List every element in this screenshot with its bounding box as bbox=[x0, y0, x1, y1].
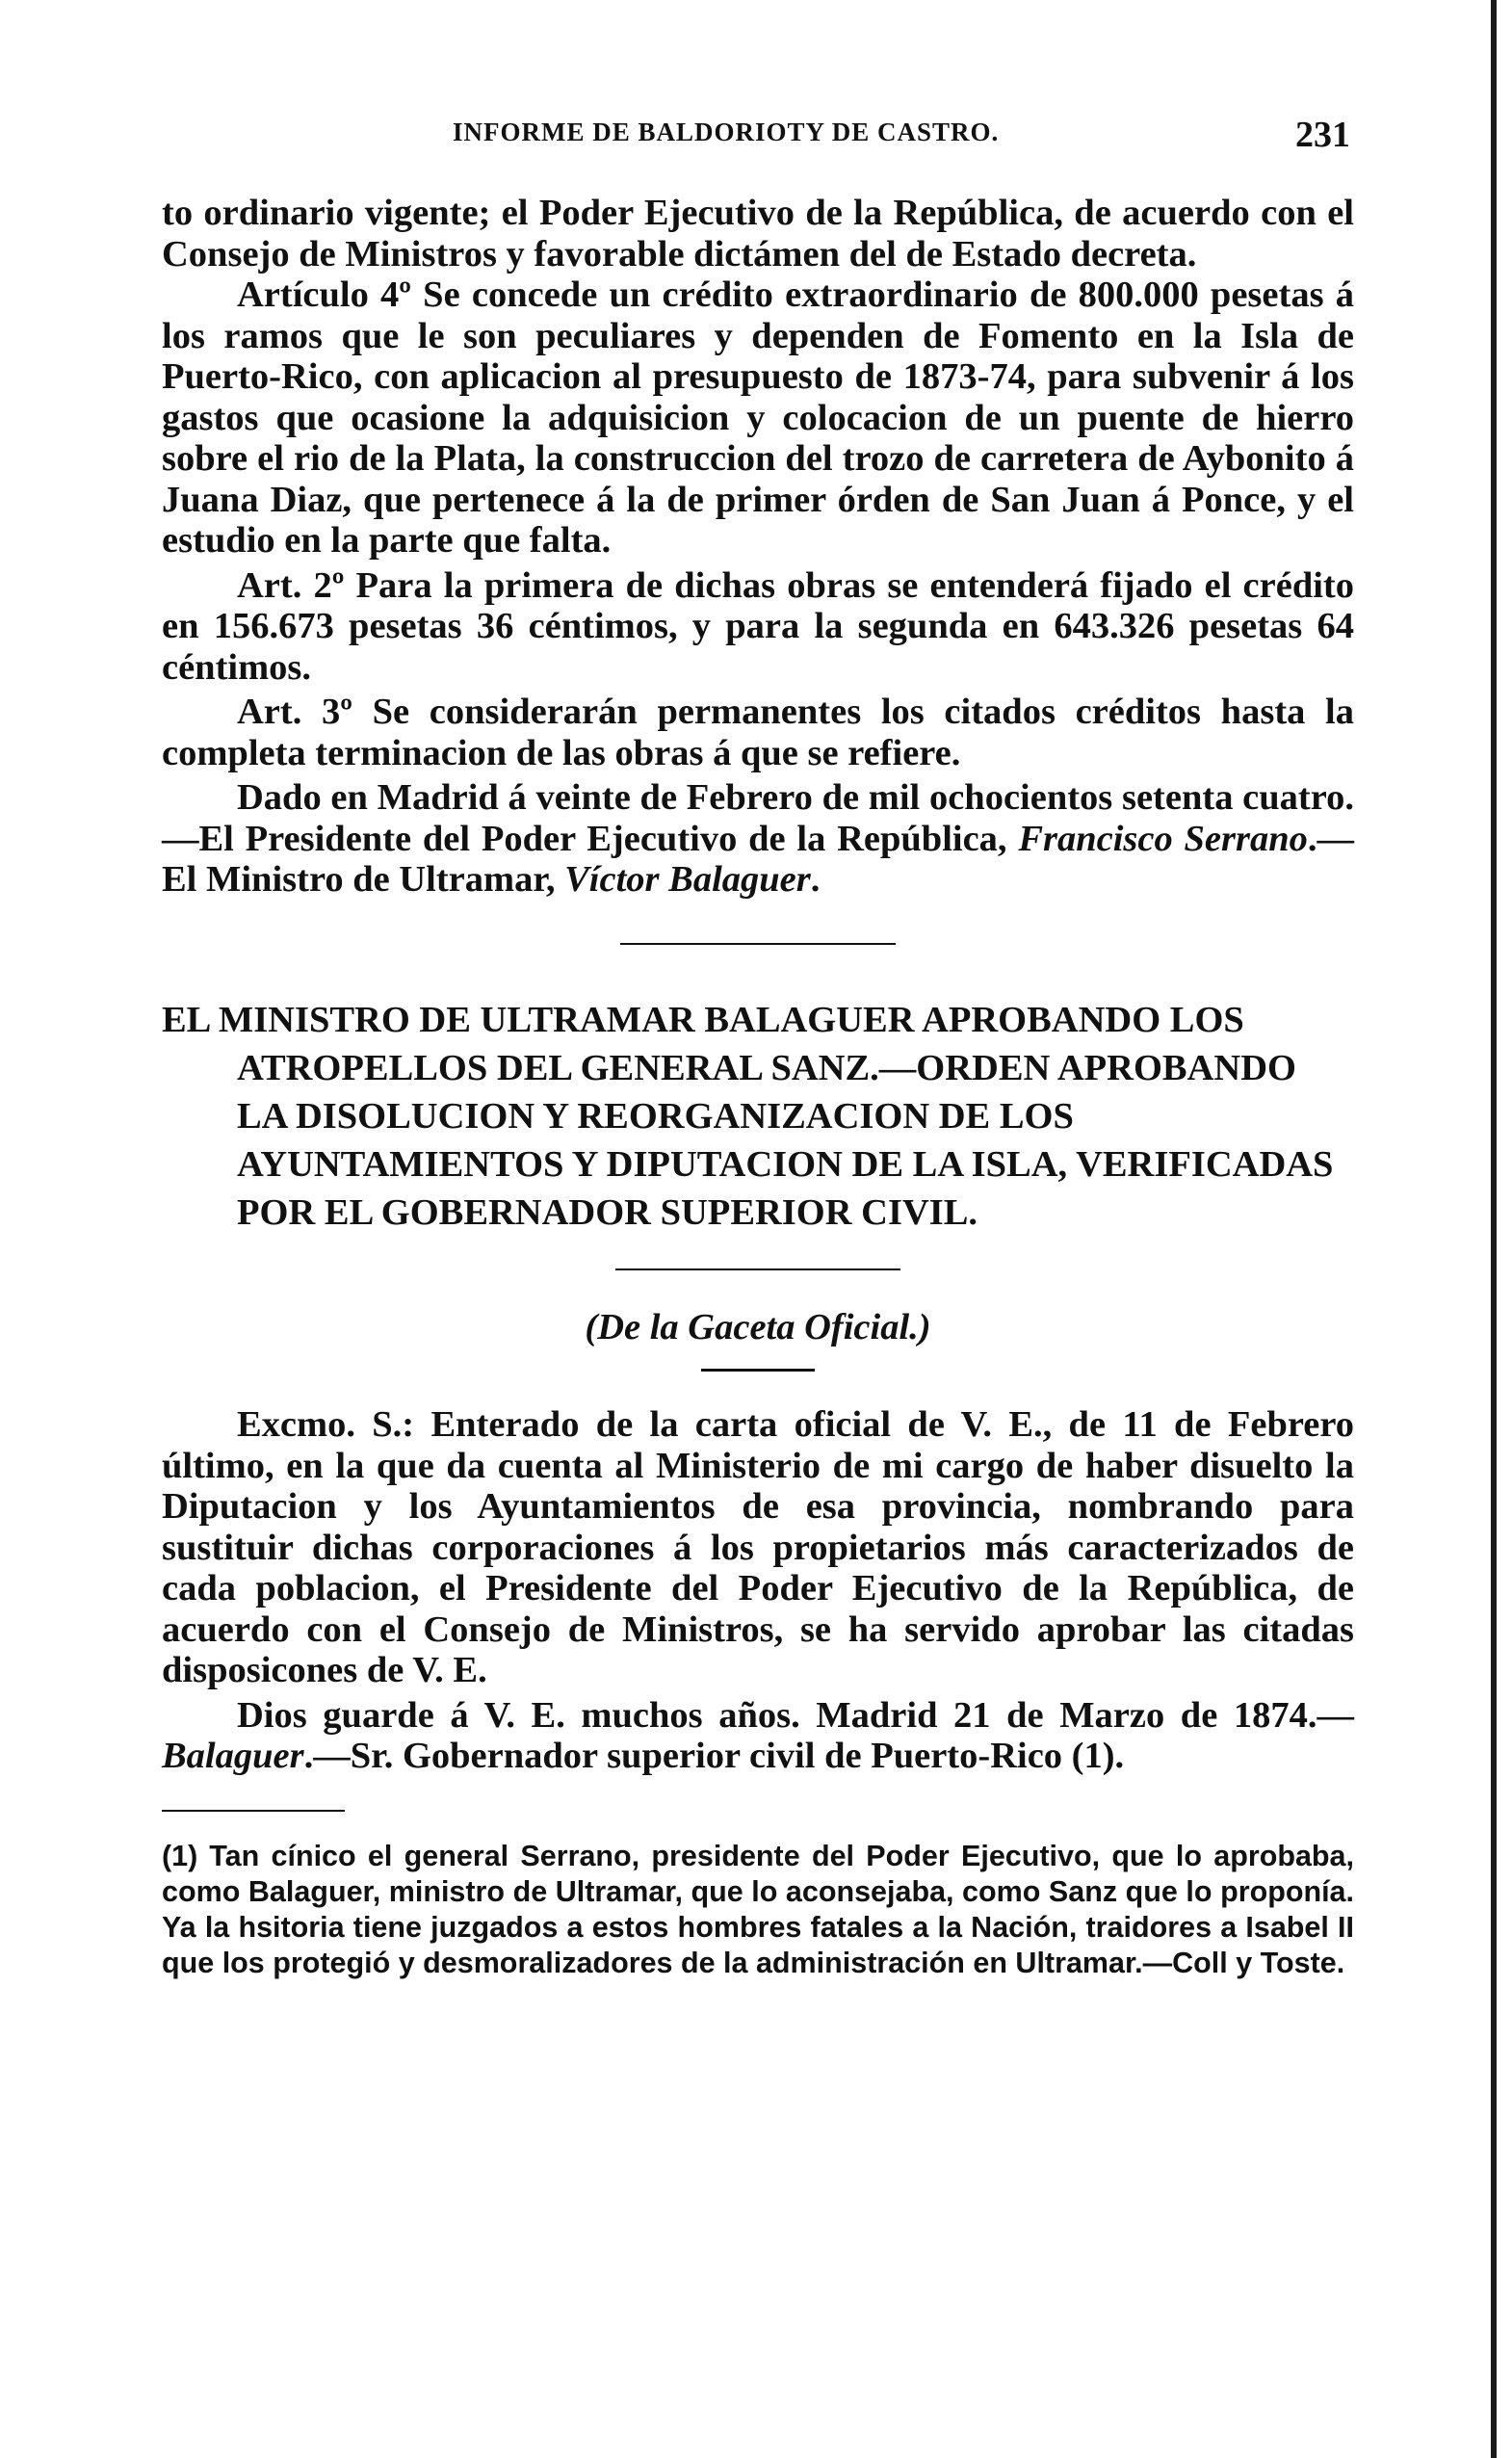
signatory-balaguer: Víctor Balaguer bbox=[564, 859, 811, 900]
section-heading: EL MINISTRO DE ULTRAMAR BALAGUER APROBANDO LOS ATROPELLOS DEL GENERAL SANZ.—ORDEN APROBANDO LA DISOLUCION Y REORGANIZACION DE LOS AYUNTAMIENTOS Y DIPUTACION DE LA ISLA, VERIFICADAS POR EL GOBERNADOR SUPERIOR CIVIL. bbox=[162, 999, 1334, 1233]
footnote bbox=[162, 1839, 1354, 1981]
order-signatory: Balaguer bbox=[162, 1736, 304, 1776]
page-edge-rule bbox=[1491, 0, 1497, 2458]
running-head: INFORME DE BALDORIOTY DE CASTRO. bbox=[453, 118, 1000, 146]
footnote-text: Tan cínico el general Serrano, presidente del Poder Ejecutivo, que lo aprobaba, como Balaguer, ministro de Ultramar, que lo aconsejaba, como Sanz que lo proponía. Ya la hsitoria tiene juzgados a estos hombres fatales a la Nación, traidores a Isabel II que los protegió y desmoralizadores de la administración en Ultramar.—Coll y Toste. bbox=[162, 1839, 1354, 1979]
order-closing-text-2: .—Sr. Gobernador superior civil de Puerto-Rico (1). bbox=[303, 1736, 1125, 1776]
decree-article-4: Artículo 4º Se concede un crédito extraordinario de 800.000 pesetas á los ramos que le son peculiares y dependen de Fomento en la Isla de Puerto-Rico, con aplicacion al presupuesto de 1873-74, para subvenir á los gastos que ocasione la adquisicion y colocacion de un puente de hierro sobre el rio de la Plata, la construccion del trozo de carretera de Aybonito á Juana Diaz, que pertenece á la de primer órden de San Juan á Ponce, y el estudio en la parte que falta. bbox=[162, 275, 1354, 561]
page-body bbox=[162, 193, 1354, 1981]
decree-closing-period: . bbox=[810, 859, 821, 900]
decree-closing-text: Dado en Madrid á veinte de Febrero de mil ochocientos setenta cuatro.—El Presidente del Poder Ejecutivo de la República, bbox=[162, 777, 1354, 859]
decree-paragraph: to ordinario vigente; el Poder Ejecutivo de la República, de acuerdo con el Consejo de Ministros y favorable dictámen del de Estado decreta. bbox=[162, 193, 1354, 275]
order-closing-paragraph bbox=[162, 1695, 1354, 1777]
source-citation: (De la Gaceta Oficial.) bbox=[585, 1306, 931, 1347]
decree-article-2: Art. 2º Para la primera de dichas obras se entenderá fijado el crédito en 156.673 pesetas 36 céntimos, y para la segunda en 643.326 pesetas 64 céntimos. bbox=[162, 564, 1354, 688]
heading-divider bbox=[615, 1268, 900, 1270]
order-closing-text: Dios guarde á V. E. muchos años. Madrid 21 de Marzo de 1874.— bbox=[237, 1694, 1354, 1736]
decree-signature-paragraph bbox=[162, 777, 1354, 901]
decree-closing-text-2: .—El Ministro de Ultramar, bbox=[162, 818, 1354, 900]
footnote-rule bbox=[162, 1810, 345, 1812]
signatory-serrano: Francisco Serrano bbox=[1018, 818, 1308, 859]
page-number: 231 bbox=[1295, 115, 1350, 155]
order-paragraph: Excmo. S.: Enterado de la carta oficial de V. E., de 11 de Febrero último, en la que da cuenta al Ministerio de mi cargo de haber disuelto la Diputacion y los Ayuntamientos de esa provincia, nombrando para sustituir dichas corporaciones á los propietarios más caracterizados de cada poblacion, el Presidente del Poder Ejecutivo de la República, de acuerdo con el Consejo de Ministros, se ha servido aprobar las citadas disposicones de V. E. bbox=[162, 1404, 1354, 1690]
section-divider bbox=[620, 943, 896, 945]
short-divider bbox=[701, 1369, 815, 1372]
decree-article-3: Art. 3º Se considerarán permanentes los citados créditos hasta la completa terminacion de las obras á que se refiere. bbox=[162, 692, 1354, 773]
footnote-marker: (1) bbox=[162, 1839, 198, 1872]
